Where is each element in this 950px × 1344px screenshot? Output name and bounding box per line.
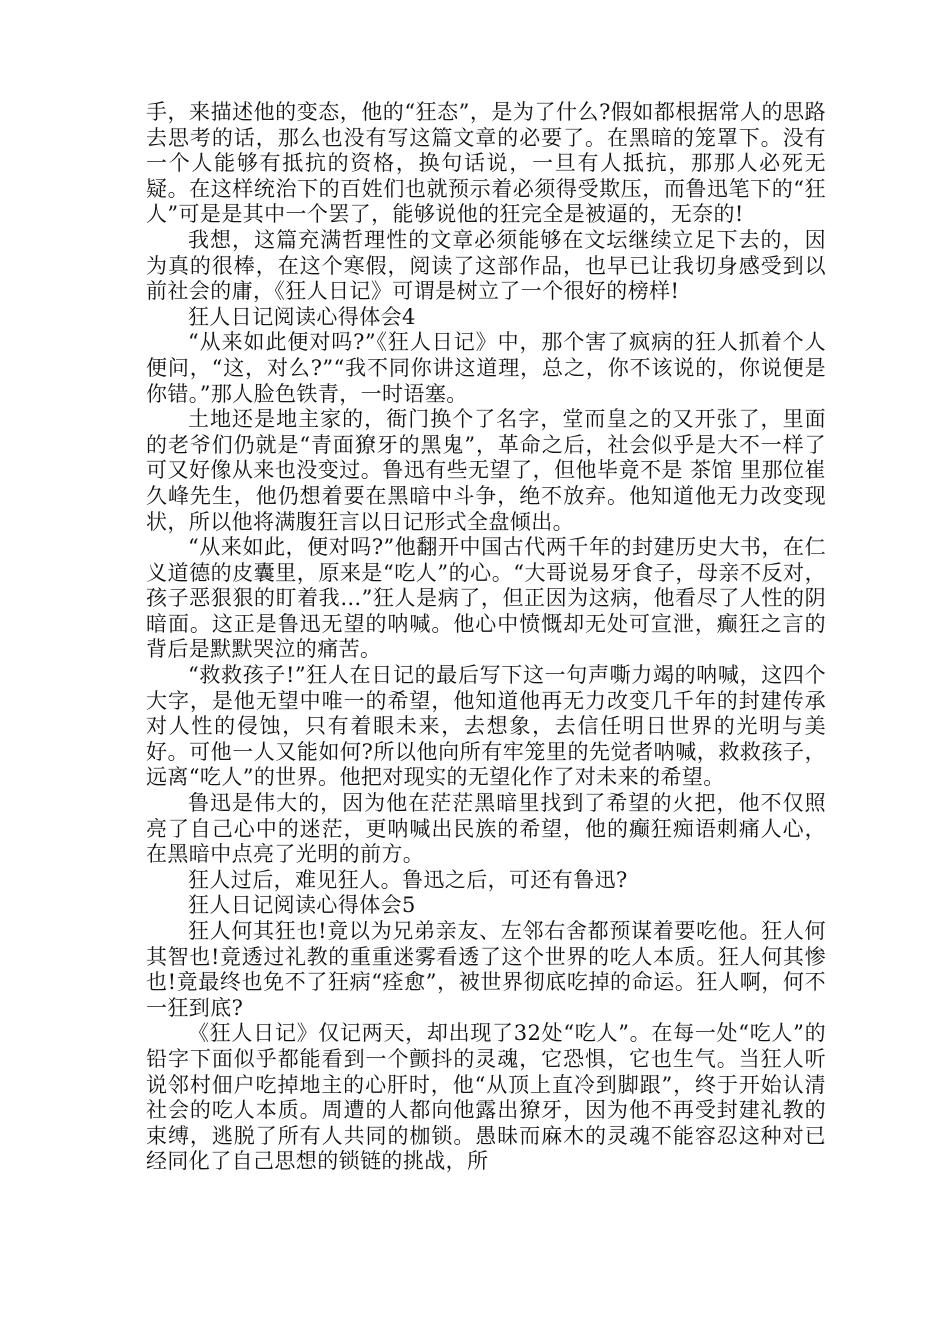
paragraph: “从来如此，便对吗?”他翻开中国古代两千年的封建历史大书，在仁义道德的皮囊里，原来是“吃人”的心。“大哥说易牙食子，母亲不反对，孩子恶狠狠的盯着我…”狂人是病了，但正因为这病，他看尽了人性的阴暗面。这正是鲁迅无望的呐喊。他心中愤慨却无处可宣泄，癫狂之言的背后是默默哭泣的痛苦。	[146, 535, 826, 662]
paragraph: “救救孩子!”狂人在日记的最后写下这一句声嘶力竭的呐喊，这四个大字，是他无望中唯一的希望，他知道他再无力改变几千年的封建传承对人性的侵蚀，只有着眼未来，去想象，去信任明日世界的光明与美好。可他一人又能如何?所以他向所有牢笼里的先觉者呐喊，救救孩子，远离“吃人”的世界。他把对现实的无望化作了对未来的希望。	[146, 663, 826, 790]
section-heading: 狂人日记阅读心得体会4	[188, 304, 416, 329]
paragraph: 狂人过后，难见狂人。鲁迅之后，可还有鲁迅?	[188, 867, 628, 892]
section-heading: 狂人日记阅读心得体会5	[188, 893, 416, 918]
paragraph-continuation: 手，来描述他的变态，他的“狂态”，是为了什么?假如都根据常人的思路去思考的话，那么也没有写这篇文章的必要了。在黑暗的笼罩下。没有一个人能够有抵抗的资格，换句话说，一旦有人抵抗，那那人必死无疑。在这样统治下的百姓们也就预示着必须得受欺压，而鲁迅笔下的“狂人”可是是其中一个罢了，能够说他的狂完全是被逼的，无奈的!	[146, 100, 826, 227]
paragraph: 土地还是地主家的，衙门换个了名字，堂而皇之的又开张了，里面的老爷们仍就是“青面獠牙的黑鬼”，革命之后，社会似乎是大不一样了可又好像从来也没变过。鲁迅有些无望了，但他毕竟不是 茶馆 里那位崔久峰先生，他仍想着要在黑暗中斗争，绝不放弃。他知道他无力改变现状，所以他将满腹狂言以日记形式全盘倾出。	[146, 407, 826, 534]
paragraph: 狂人何其狂也!竟以为兄弟亲友、左邻右舍都预谋着要吃他。狂人何其智也!竟透过礼教的重重迷雾看透了这个世界的吃人本质。狂人何其惨也!竟最终也免不了狂病“痊愈”，被世界彻底吃掉的命运。狂人啊，何不一狂到底?	[146, 919, 826, 1020]
document-body	[146, 100, 826, 1175]
paragraph: 鲁迅是伟大的，因为他在茫茫黑暗里找到了希望的火把，他不仅照亮了自己心中的迷茫，更呐喊出民族的希望，他的癫狂痴语刺痛人心，在黑暗中点亮了光明的前方。	[146, 791, 826, 867]
paragraph: 我想，这篇充满哲理性的文章必须能够在文坛继续立足下去的，因为真的很棒，在这个寒假，阅读了这部作品，也早已让我切身感受到以前社会的庸，《狂人日记》可谓是树立了一个很好的榜样!	[146, 227, 826, 304]
paragraph: 《狂人日记》仅记两天，却出现了32处“吃人”。在每一处“吃人”的铅字下面似乎都能看到一个颤抖的灵魂，它恐惧，它也生气。当狂人听说邻村佃户吃掉地主的心肝时，他“从顶上直冷到脚跟”，终于开始认清社会的吃人本质。周遭的人都向他露出獠牙，因为他不再受封建礼教的束缚，逃脱了所有人共同的枷锁。愚昧而麻木的灵魂不能容忍这种对已经同化了自己思想的锁链的挑战，所	[146, 1021, 826, 1174]
paragraph: “从来如此便对吗?”《狂人日记》中，那个害了疯病的狂人抓着个人便问，“这，对么?”“我不同你讲这道理，总之，你不该说的，你说便是你错。”那人脸色铁青，一时语塞。	[146, 330, 826, 406]
